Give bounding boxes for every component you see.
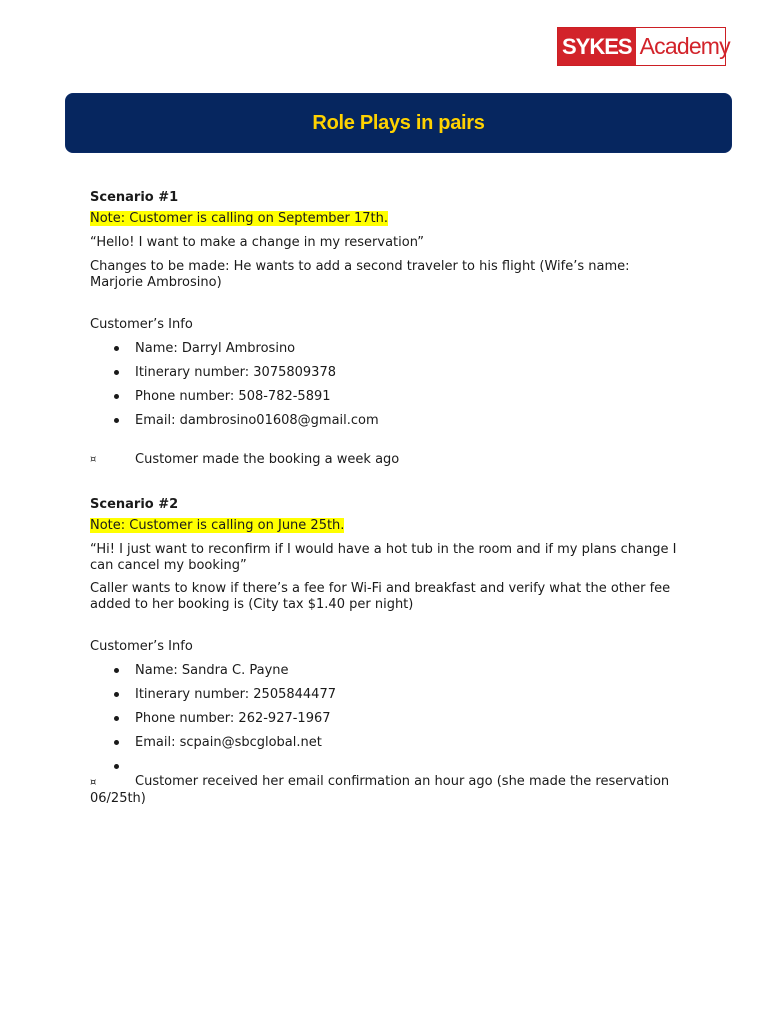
scenario-heading: Scenario #1 — [90, 190, 179, 205]
list-item — [90, 687, 680, 711]
bullet-icon — [114, 764, 119, 769]
itinerary-number: Itinerary number: 3075809378 — [135, 365, 336, 380]
list-item — [90, 759, 680, 774]
customer-info-label: Customer’s Info — [90, 317, 193, 332]
bullet-icon — [114, 346, 119, 351]
bullet-icon — [114, 716, 119, 721]
itinerary-number: Itinerary number: 2505844477 — [135, 687, 336, 702]
bullet-icon — [114, 418, 119, 423]
list-item — [90, 413, 680, 437]
scenario-2 — [90, 497, 680, 807]
list-item — [90, 735, 680, 759]
bullet-icon — [114, 668, 119, 673]
customer-info-list — [90, 341, 680, 437]
customer-name: Name: Sandra C. Payne — [135, 663, 289, 678]
booking-note-text: Customer made the booking a week ago — [135, 452, 400, 467]
phone-number: Phone number: 508-782-5891 — [135, 389, 331, 404]
currency-sign-icon: ¤ — [90, 777, 97, 788]
list-item — [90, 663, 680, 687]
currency-sign-icon: ¤ — [90, 454, 97, 465]
scenario-quote: “Hi! I just want to reconfirm if I would have a hot tub in the room and if my plans change I can cancel my booking” — [90, 542, 677, 573]
scenario-heading: Scenario #2 — [90, 497, 179, 512]
list-item — [90, 389, 680, 413]
customer-info-label: Customer’s Info — [90, 639, 193, 654]
bullet-icon — [114, 740, 119, 745]
page-title: Role Plays in pairs — [312, 111, 485, 134]
list-item — [90, 341, 680, 365]
scenario-note: Note: Customer is calling on June 25th. — [90, 518, 345, 533]
logo-sykes-text: SYKES — [558, 28, 636, 65]
scenario-1 — [90, 190, 680, 468]
list-item — [90, 365, 680, 389]
scenario-note: Note: Customer is calling on September 17th. — [90, 211, 388, 226]
phone-number: Phone number: 262-927-1967 — [135, 711, 331, 726]
sykes-academy-logo — [557, 27, 730, 66]
email: Email: scpain@sbcglobal.net — [135, 735, 322, 750]
logo-academy-text: Academy — [639, 33, 730, 59]
scenario-quote: “Hello! I want to make a change in my reservation” — [90, 235, 424, 250]
customer-info-list — [90, 663, 680, 774]
scenario-changes: Changes to be made: He wants to add a second traveler to his flight (Wife’s name: Marjorie Ambrosino) — [90, 259, 630, 290]
email: Email: dambrosino01608@gmail.com — [135, 413, 379, 428]
list-item — [90, 711, 680, 735]
bullet-icon — [114, 394, 119, 399]
customer-name: Name: Darryl Ambrosino — [135, 341, 296, 356]
scenario-request: Caller wants to know if there’s a fee for Wi-Fi and breakfast and verify what the other fee added to her booking is (City tax $1.40 per night) — [90, 581, 671, 612]
confirmation-note-text: Customer received her email confirmation an hour ago (she made the reservation 06/25th) — [90, 774, 670, 806]
document-body — [90, 190, 680, 807]
bullet-icon — [114, 692, 119, 697]
confirmation-note — [90, 774, 680, 807]
bullet-icon — [114, 370, 119, 375]
booking-note — [90, 452, 680, 468]
title-banner — [65, 93, 732, 153]
